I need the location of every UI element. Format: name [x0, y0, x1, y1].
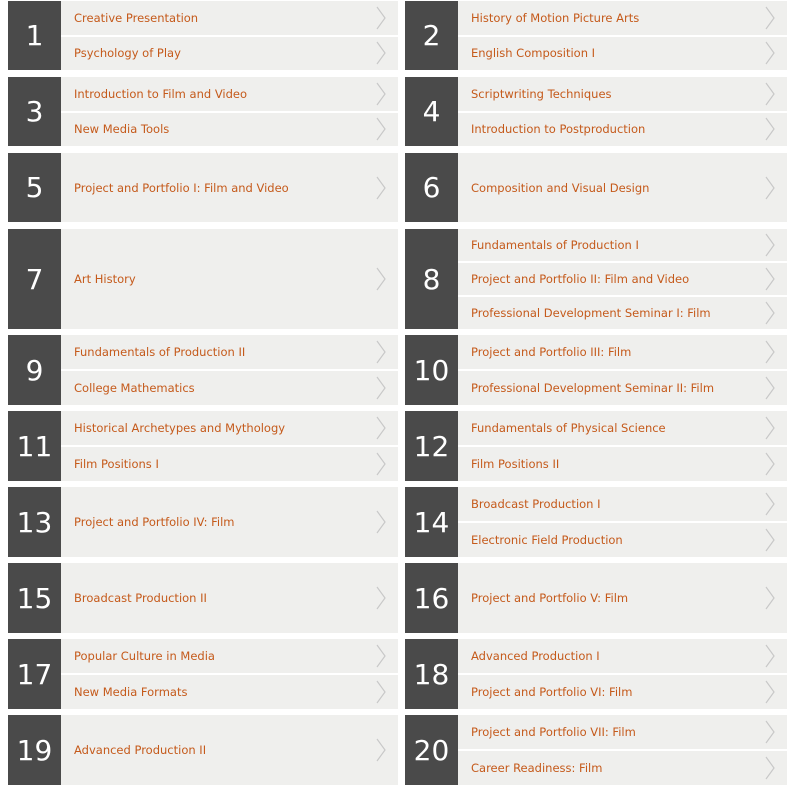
course-link[interactable] [458, 229, 787, 263]
chevron-right-icon [376, 376, 386, 400]
chevron-right-icon [376, 340, 386, 364]
course-title: Introduction to Film and Video [74, 86, 248, 101]
course-list [61, 229, 398, 329]
course-block-3 [8, 77, 398, 146]
course-block-19 [8, 715, 398, 785]
course-link[interactable] [458, 297, 787, 329]
course-list [458, 335, 787, 405]
course-list [61, 411, 398, 481]
chevron-right-icon [376, 510, 386, 534]
course-title: Creative Presentation [74, 10, 199, 25]
course-link[interactable] [61, 77, 398, 113]
course-block-number: 16 [405, 563, 458, 633]
course-title: Fundamentals of Physical Science [471, 421, 666, 435]
course-block-number: 12 [405, 411, 458, 481]
course-title: History of Motion Picture Arts [471, 10, 640, 25]
course-block-number: 1 [8, 1, 61, 70]
course-list [458, 1, 787, 70]
course-link[interactable] [458, 487, 787, 523]
chevron-right-icon [376, 452, 386, 476]
chevron-right-icon [376, 82, 386, 106]
course-block-number: 5 [8, 153, 61, 222]
course-link[interactable] [458, 153, 787, 222]
course-link[interactable] [61, 639, 398, 675]
course-title: Broadcast Production I [471, 497, 601, 511]
course-list [458, 153, 787, 222]
course-block-9 [8, 335, 398, 405]
course-link[interactable] [61, 675, 398, 709]
course-title: New Media Formats [74, 685, 188, 699]
course-block-6 [405, 153, 787, 222]
course-link[interactable] [61, 153, 398, 222]
course-block-2 [405, 1, 787, 70]
course-block-number: 19 [8, 715, 61, 785]
course-block-17 [8, 639, 398, 709]
course-block-14 [405, 487, 787, 557]
course-block-10 [405, 335, 787, 405]
course-title: Electronic Field Production [471, 533, 623, 547]
course-title: Project and Portfolio III: Film [471, 345, 632, 359]
course-link[interactable] [61, 335, 398, 371]
course-block-7 [8, 229, 398, 329]
course-block-number: 17 [8, 639, 61, 709]
course-block-number: 10 [405, 335, 458, 405]
chevron-right-icon [765, 82, 775, 106]
course-block-8 [405, 229, 787, 329]
chevron-right-icon [376, 117, 386, 141]
course-block-18 [405, 639, 787, 709]
course-title: Composition and Visual Design [471, 180, 650, 195]
course-block-number: 18 [405, 639, 458, 709]
course-title: Broadcast Production II [74, 591, 207, 605]
course-list [61, 1, 398, 70]
course-title: Popular Culture in Media [74, 649, 215, 663]
course-title: New Media Tools [74, 122, 170, 137]
course-link[interactable] [458, 715, 787, 751]
course-link[interactable] [61, 37, 398, 71]
course-link[interactable] [458, 751, 787, 785]
chevron-right-icon [765, 117, 775, 141]
course-list [61, 153, 398, 222]
course-link[interactable] [458, 447, 787, 481]
course-link[interactable] [458, 675, 787, 709]
course-link[interactable] [61, 447, 398, 481]
course-title: Fundamentals of Production II [74, 345, 246, 359]
course-link[interactable] [458, 77, 787, 113]
course-title: Project and Portfolio IV: Film [74, 515, 235, 529]
course-title: Project and Portfolio VI: Film [471, 685, 633, 699]
chevron-right-icon [376, 176, 386, 200]
course-block-4 [405, 77, 787, 146]
course-list [61, 487, 398, 557]
course-block-number: 14 [405, 487, 458, 557]
chevron-right-icon [765, 586, 775, 610]
course-block-number: 4 [405, 77, 458, 146]
course-title: Advanced Production II [74, 743, 207, 757]
course-list [61, 639, 398, 709]
course-block-number: 15 [8, 563, 61, 633]
course-link[interactable] [458, 263, 787, 297]
course-list [61, 715, 398, 785]
course-link[interactable] [458, 639, 787, 675]
course-title: Art History [74, 272, 136, 286]
chevron-right-icon [765, 267, 775, 291]
chevron-right-icon [765, 301, 775, 325]
chevron-right-icon [376, 41, 386, 65]
chevron-right-icon [765, 644, 775, 668]
course-block-number: 9 [8, 335, 61, 405]
course-title: Project and Portfolio VII: Film [471, 725, 636, 739]
course-title: College Mathematics [74, 381, 195, 395]
chevron-right-icon [376, 680, 386, 704]
course-link[interactable] [61, 1, 398, 37]
chevron-right-icon [765, 492, 775, 516]
course-list [458, 487, 787, 557]
course-title: English Composition I [471, 46, 596, 61]
course-list [458, 715, 787, 785]
course-block-13 [8, 487, 398, 557]
course-title: Professional Development Seminar II: Film [471, 381, 715, 395]
course-link[interactable] [458, 113, 787, 147]
course-block-number: 3 [8, 77, 61, 146]
course-block-20 [405, 715, 787, 785]
course-block-number: 11 [8, 411, 61, 481]
course-link[interactable] [458, 335, 787, 371]
course-list [458, 563, 787, 633]
course-title: Professional Development Seminar I: Film [471, 306, 711, 320]
course-link[interactable] [61, 715, 398, 785]
course-title: Introduction to Postproduction [471, 122, 646, 137]
course-block-number: 2 [405, 1, 458, 70]
course-link[interactable] [61, 487, 398, 557]
course-link[interactable] [458, 563, 787, 633]
chevron-right-icon [376, 416, 386, 440]
chevron-right-icon [376, 644, 386, 668]
course-list [458, 639, 787, 709]
chevron-right-icon [765, 680, 775, 704]
course-title: Psychology of Play [74, 46, 181, 61]
course-link[interactable] [61, 411, 398, 447]
course-link[interactable] [61, 563, 398, 633]
course-title: Film Positions II [471, 457, 560, 471]
course-title: Fundamentals of Production I [471, 238, 639, 252]
chevron-right-icon [765, 756, 775, 780]
course-block-number: 8 [405, 229, 458, 329]
chevron-right-icon [765, 176, 775, 200]
course-list [61, 335, 398, 405]
course-link[interactable] [458, 411, 787, 447]
course-title: Scriptwriting Techniques [471, 86, 612, 101]
course-list [458, 411, 787, 481]
course-list [61, 77, 398, 146]
chevron-right-icon [765, 340, 775, 364]
course-link[interactable] [458, 1, 787, 37]
chevron-right-icon [376, 738, 386, 762]
chevron-right-icon [765, 528, 775, 552]
course-block-15 [8, 563, 398, 633]
course-title: Project and Portfolio V: Film [471, 591, 629, 605]
chevron-right-icon [765, 416, 775, 440]
course-title: Project and Portfolio I: Film and Video [74, 180, 289, 195]
course-link[interactable] [61, 113, 398, 147]
course-list [458, 77, 787, 146]
chevron-right-icon [765, 720, 775, 744]
course-title: Advanced Production I [471, 649, 600, 663]
course-list [458, 229, 787, 329]
course-link[interactable] [61, 371, 398, 405]
course-block-number: 6 [405, 153, 458, 222]
course-block-16 [405, 563, 787, 633]
course-title: Film Positions I [74, 457, 159, 471]
course-link[interactable] [458, 371, 787, 405]
course-block-11 [8, 411, 398, 481]
course-list [61, 563, 398, 633]
chevron-right-icon [765, 452, 775, 476]
course-block-5 [8, 153, 398, 222]
course-title: Project and Portfolio II: Film and Video [471, 272, 690, 286]
course-block-1 [8, 1, 398, 70]
chevron-right-icon [765, 6, 775, 30]
chevron-right-icon [765, 376, 775, 400]
course-link[interactable] [61, 229, 398, 329]
course-link[interactable] [458, 37, 787, 71]
chevron-right-icon [765, 41, 775, 65]
course-title: Career Readiness: Film [471, 761, 603, 775]
course-title: Historical Archetypes and Mythology [74, 421, 286, 435]
course-block-12 [405, 411, 787, 481]
course-link[interactable] [458, 523, 787, 557]
chevron-right-icon [376, 6, 386, 30]
chevron-right-icon [376, 586, 386, 610]
chevron-right-icon [765, 233, 775, 257]
chevron-right-icon [376, 267, 386, 291]
course-block-number: 20 [405, 715, 458, 785]
course-block-number: 13 [8, 487, 61, 557]
course-block-number: 7 [8, 229, 61, 329]
